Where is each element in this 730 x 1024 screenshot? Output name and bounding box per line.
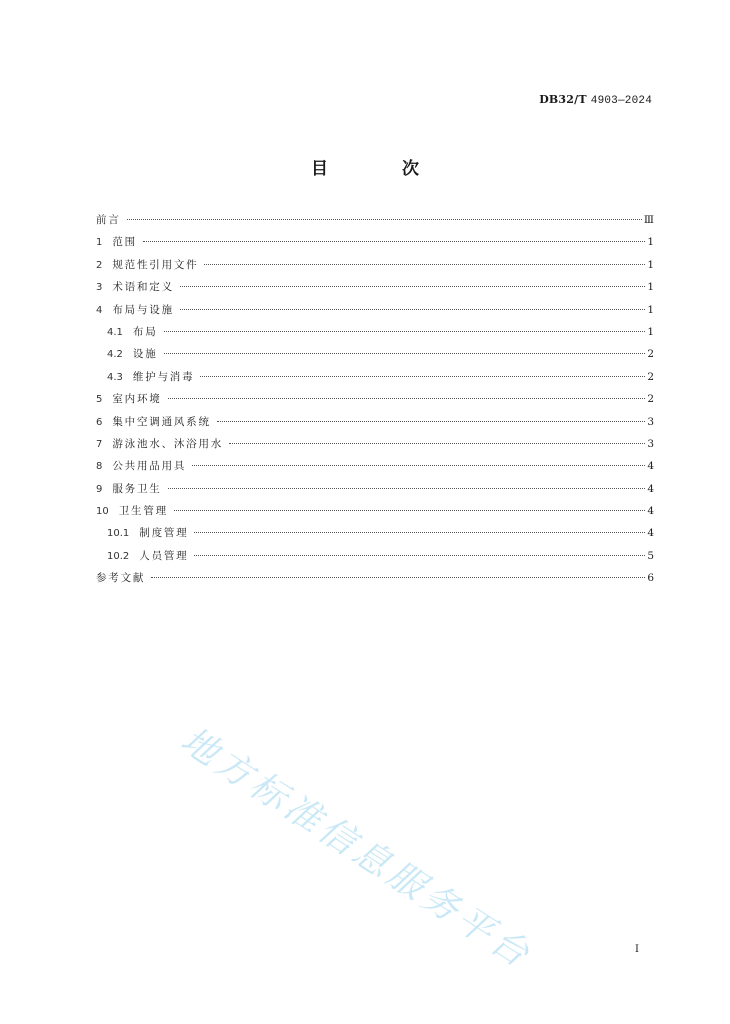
toc-entry-number: 1 bbox=[96, 237, 103, 249]
toc-entry-label: 卫生管理 bbox=[118, 505, 168, 518]
toc-entry-number: 10.2 bbox=[107, 550, 130, 562]
page-number: I bbox=[635, 944, 639, 955]
toc-entry-page: 2 bbox=[647, 348, 654, 361]
toc-leader-dots bbox=[151, 577, 645, 578]
toc-leader-dots bbox=[180, 309, 645, 310]
toc-leader-dots bbox=[200, 376, 645, 377]
toc-entry-page: 3 bbox=[647, 415, 654, 428]
toc-leader-dots bbox=[194, 555, 645, 556]
toc-entry-label: 前言 bbox=[96, 214, 121, 226]
toc-entry[interactable] bbox=[96, 392, 654, 414]
toc-entry-number: 4.2 bbox=[107, 349, 123, 361]
toc-entry-page: 4 bbox=[647, 460, 654, 473]
toc-entry-page: 4 bbox=[647, 527, 654, 540]
toc-entry-number: 7 bbox=[96, 438, 103, 450]
toc-entry-page: 2 bbox=[647, 393, 654, 406]
toc-entry[interactable] bbox=[96, 213, 654, 235]
toc-entry-page: 4 bbox=[647, 482, 654, 495]
toc-leader-dots bbox=[204, 264, 645, 265]
toc-entry-number: 3 bbox=[96, 282, 103, 294]
toc-entry-page: 1 bbox=[647, 281, 654, 294]
toc-entry[interactable] bbox=[96, 459, 654, 481]
toc-entry[interactable] bbox=[96, 347, 654, 369]
toc-entry-number: 6 bbox=[96, 416, 103, 428]
toc-entry-label: 范围 bbox=[112, 236, 137, 249]
toc-leader-dots bbox=[127, 219, 642, 220]
toc-entry[interactable] bbox=[96, 437, 654, 459]
toc-entry-label: 室内环境 bbox=[112, 393, 162, 406]
toc-leader-dots bbox=[192, 465, 645, 466]
toc-entry-label: 制度管理 bbox=[139, 527, 189, 540]
toc-entry-label: 设施 bbox=[132, 348, 158, 361]
toc-entry-label: 游泳池水、沐浴用水 bbox=[112, 437, 224, 450]
toc-entry-page: 1 bbox=[647, 258, 654, 271]
toc-entry[interactable] bbox=[96, 526, 654, 548]
toc-entry[interactable] bbox=[96, 415, 654, 437]
toc-leader-dots bbox=[143, 241, 645, 242]
toc-entry-number: 4 bbox=[96, 304, 103, 316]
toc-entry-page: 1 bbox=[647, 325, 654, 338]
toc-entry[interactable] bbox=[96, 280, 654, 302]
toc-entry-page: 3 bbox=[647, 437, 654, 450]
toc-entry-label: 维护与消毒 bbox=[132, 370, 195, 383]
page-title: 目 次 bbox=[311, 159, 453, 179]
toc-entry-page: 5 bbox=[647, 549, 654, 562]
toc-leader-dots bbox=[229, 443, 645, 444]
toc-entry[interactable] bbox=[96, 325, 654, 347]
toc-entry-number: 4.3 bbox=[107, 371, 123, 383]
toc-entry-number: 4.1 bbox=[107, 326, 123, 338]
toc-entry[interactable] bbox=[96, 258, 654, 280]
watermark: 地方标准信息服务平台 bbox=[173, 719, 540, 978]
toc-entry-page: 6 bbox=[647, 572, 654, 585]
toc-entry-number: 9 bbox=[96, 483, 103, 495]
toc-leader-dots bbox=[168, 398, 645, 399]
toc-entry-number: 8 bbox=[96, 461, 103, 473]
toc-leader-dots bbox=[217, 421, 645, 422]
toc-entry-label: 布局 bbox=[132, 325, 158, 338]
toc-leader-dots bbox=[180, 286, 645, 287]
toc-entry[interactable] bbox=[96, 504, 654, 526]
toc-entry-label: 集中空调通风系统 bbox=[112, 415, 211, 428]
document-code bbox=[539, 93, 652, 107]
toc-entry[interactable] bbox=[96, 482, 654, 504]
toc-entry[interactable] bbox=[96, 571, 654, 593]
toc-entry-number: 5 bbox=[96, 394, 103, 406]
toc-entry-page: 1 bbox=[647, 303, 654, 316]
toc-entry-label: 参考文献 bbox=[96, 572, 146, 585]
toc-entry-number: 10 bbox=[96, 506, 109, 518]
toc-leader-dots bbox=[164, 331, 645, 332]
toc-entry-page: 4 bbox=[647, 505, 654, 518]
toc-entry[interactable] bbox=[96, 303, 654, 325]
toc-entry[interactable] bbox=[96, 235, 654, 257]
toc-entry[interactable] bbox=[96, 370, 654, 392]
toc-entry-number: 10.1 bbox=[107, 528, 130, 540]
toc-entry-page: Ⅲ bbox=[643, 214, 654, 226]
document-code-number: 4903—2024 bbox=[590, 95, 652, 107]
toc-entry-number: 2 bbox=[96, 259, 103, 271]
toc-leader-dots bbox=[168, 488, 645, 489]
table-of-contents bbox=[96, 213, 654, 594]
toc-entry-page: 1 bbox=[647, 236, 654, 249]
toc-entry-label: 规范性引用文件 bbox=[112, 258, 199, 271]
toc-leader-dots bbox=[164, 353, 645, 354]
toc-entry-label: 服务卫生 bbox=[112, 482, 162, 495]
toc-entry-page: 2 bbox=[647, 370, 654, 383]
toc-entry-label: 人员管理 bbox=[139, 549, 189, 562]
toc-leader-dots bbox=[194, 532, 645, 533]
toc-entry-label: 布局与设施 bbox=[112, 303, 174, 316]
document-code-prefix: DB32/T bbox=[539, 93, 587, 106]
toc-leader-dots bbox=[174, 510, 645, 511]
toc-entry-label: 公共用品用具 bbox=[112, 460, 187, 473]
toc-entry[interactable] bbox=[96, 549, 654, 571]
toc-entry-label: 术语和定义 bbox=[112, 281, 174, 294]
